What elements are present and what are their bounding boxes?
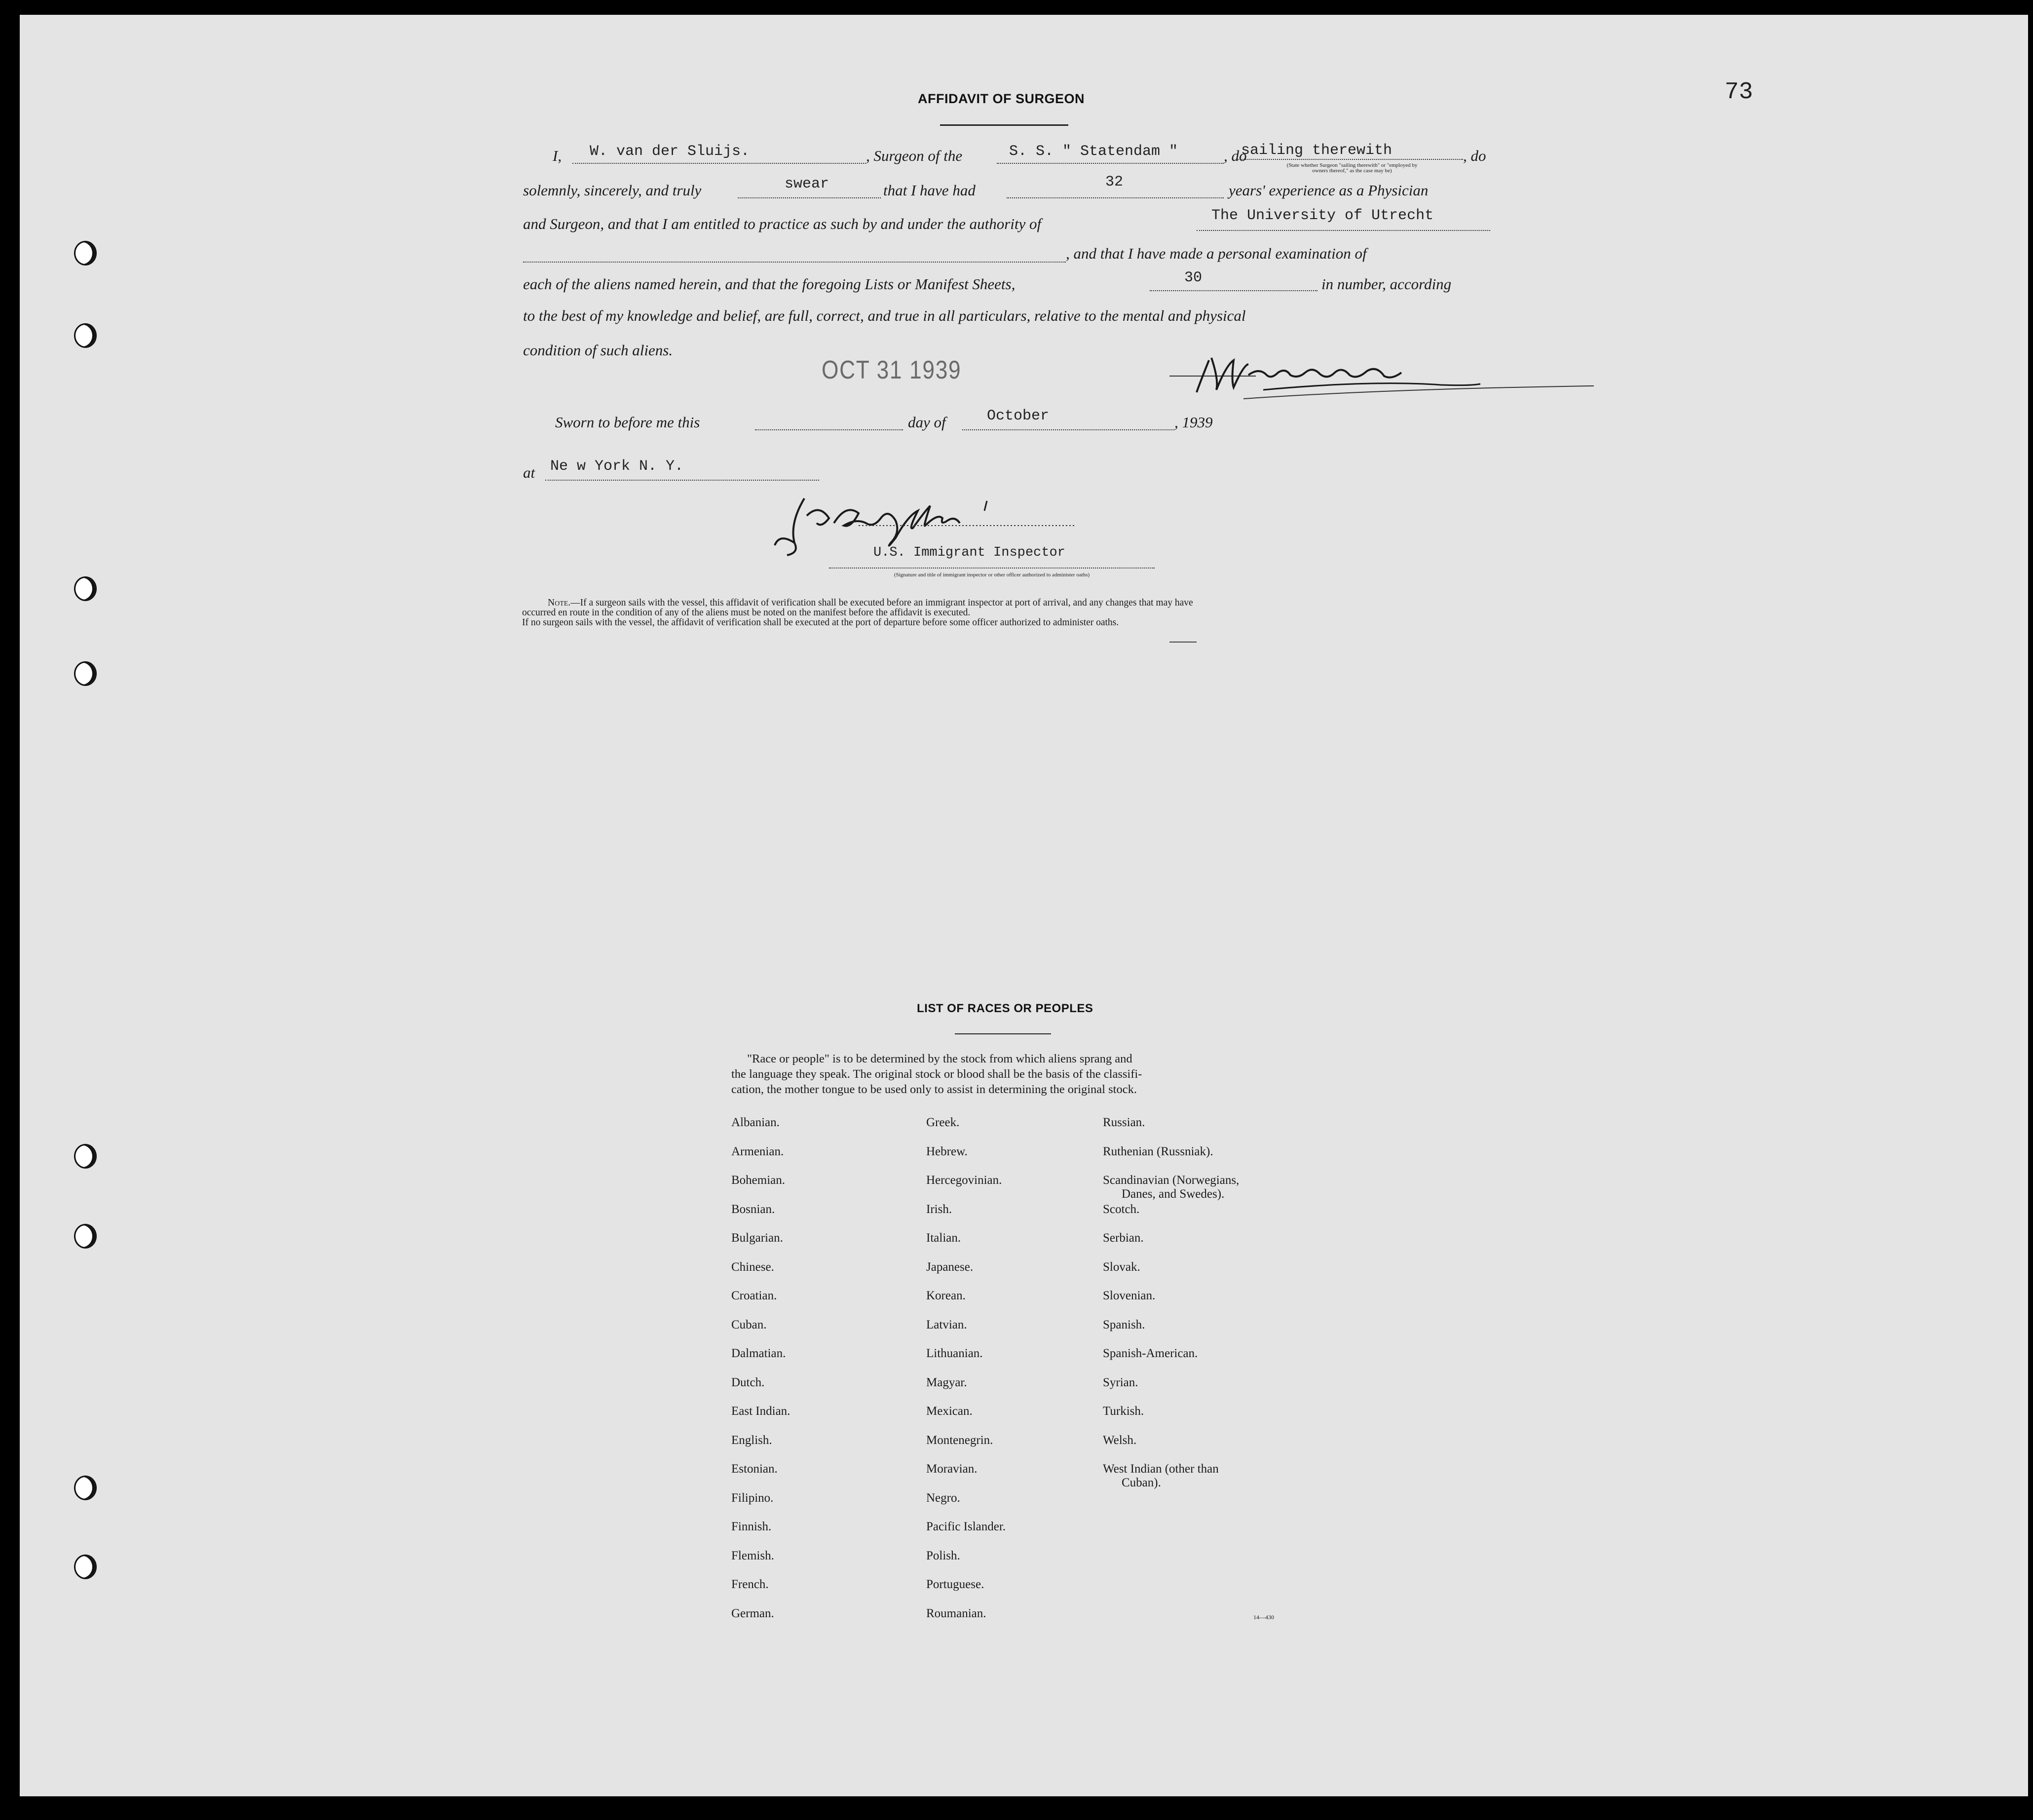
capacity-field: sailing therewith	[1241, 142, 1393, 159]
fill-line	[545, 480, 819, 481]
fill-line	[755, 429, 903, 430]
race-item: Irish.	[926, 1202, 952, 1216]
date-stamp: OCT 31 1939	[822, 356, 962, 384]
binder-hole	[74, 1224, 97, 1249]
race-item: Scotch.	[1103, 1202, 1140, 1216]
authority-field: The University of Utrecht	[1211, 207, 1434, 224]
race-item: Finnish.	[731, 1520, 772, 1533]
affidavit-text: years' experience as a Physician	[1229, 182, 1429, 199]
binder-hole	[74, 576, 97, 601]
fill-line	[1007, 197, 1224, 198]
affidavit-text: to the best of my knowledge and belief, are full, correct, and true in all particulars, relative to the mental and physical	[523, 307, 1246, 324]
page-number: 73	[1725, 79, 1753, 106]
inspector-caption: (Signature and title of immigrant inspector or other officer authorized to administer oaths)	[894, 572, 1090, 578]
race-item: Lithuanian.	[926, 1347, 983, 1360]
race-item: Hercegovinian.	[926, 1174, 1002, 1187]
document-page	[20, 15, 2028, 1796]
note-line: If no surgeon sails with the vessel, the affidavit of verification shall be executed at the port of departure before some officer authorized to administer oaths.	[522, 617, 1119, 628]
race-item: Bosnian.	[731, 1202, 775, 1216]
surgeon-name-field: W. van der Sluijs.	[590, 143, 750, 160]
race-item: Roumanian.	[926, 1606, 986, 1620]
race-item: Bohemian.	[731, 1174, 786, 1187]
race-item: West Indian (other than	[1103, 1462, 1219, 1476]
race-item: Estonian.	[731, 1462, 778, 1476]
affidavit-text: , 1939	[1174, 414, 1213, 431]
race-item: Italian.	[926, 1231, 961, 1245]
race-item: East Indian.	[731, 1404, 791, 1418]
affidavit-text: , and that I have made a personal examination of	[1066, 245, 1367, 262]
race-item: Magyar.	[926, 1375, 967, 1389]
binder-hole	[74, 1144, 97, 1169]
race-item: Armenian.	[731, 1144, 784, 1158]
race-item: English.	[731, 1433, 772, 1447]
race-item: Greek.	[926, 1116, 960, 1129]
capacity-note-line: owners thereof," as the case may be)	[1312, 168, 1392, 174]
race-item: French.	[731, 1578, 769, 1591]
surgeon-signature	[1165, 345, 1599, 410]
races-intro	[731, 1051, 1142, 1097]
race-item: Ruthenian (Russniak).	[1103, 1144, 1213, 1158]
race-item: Welsh.	[1103, 1433, 1137, 1447]
race-item: Croatian.	[731, 1289, 777, 1302]
race-item: Scandinavian (Norwegians,	[1103, 1174, 1240, 1187]
pen-mark	[1169, 642, 1197, 643]
fill-line	[1197, 230, 1490, 231]
races-title: LIST OF RACES OR PEOPLES	[917, 1002, 1093, 1015]
race-item: Filipino.	[731, 1491, 774, 1505]
race-item: Negro.	[926, 1491, 960, 1505]
race-item: Danes, and Swedes).	[1122, 1187, 1225, 1201]
affidavit-text: condition of such aliens.	[523, 341, 673, 359]
race-item: Dutch.	[731, 1375, 765, 1389]
race-item: German.	[731, 1606, 774, 1620]
fill-line	[997, 163, 1224, 164]
race-item: Mexican.	[926, 1404, 973, 1418]
inspector-title: U.S. Immigrant Inspector	[873, 545, 1065, 560]
affidavit-text: at	[523, 464, 535, 481]
race-item: Cuban).	[1122, 1476, 1161, 1489]
race-item: Portuguese.	[926, 1578, 984, 1591]
race-item: Moravian.	[926, 1462, 978, 1476]
race-item: Serbian.	[1103, 1231, 1144, 1245]
race-item: Latvian.	[926, 1318, 967, 1331]
binder-hole	[74, 241, 97, 265]
race-item: Spanish-American.	[1103, 1347, 1198, 1360]
place-field: Ne w York N. Y.	[550, 458, 684, 475]
binder-hole	[74, 661, 97, 686]
affidavit-text: solemnly, sincerely, and truly	[523, 182, 702, 199]
binder-hole	[74, 1555, 97, 1579]
capacity-note-line: (State whether Surgeon "sailing therewith" or "employed by	[1286, 162, 1418, 168]
note-line: —If a surgeon sails with the vessel, this affidavit of verification shall be executed before an immigrant inspector at port of arrival, and any changes that may have	[570, 598, 1193, 608]
affidavit-text: in number, according	[1321, 275, 1452, 293]
intro-line: "Race or people" is to be determined by the stock from which aliens sprang and	[747, 1052, 1132, 1065]
title-underline	[940, 124, 1068, 126]
affidavit-text: and Surgeon, and that I am entitled to practice as such by and under the authority of	[523, 215, 1042, 232]
fill-line	[962, 429, 1174, 430]
race-item: Slovenian.	[1103, 1289, 1156, 1302]
affidavit-text: , do	[1224, 147, 1247, 164]
fill-line	[572, 163, 866, 164]
affidavit-text: each of the aliens named herein, and that the foregoing Lists or Manifest Sheets,	[523, 275, 1016, 293]
race-item: Polish.	[926, 1549, 960, 1562]
race-item: Korean.	[926, 1289, 966, 1302]
form-number: 14—430	[1253, 1614, 1274, 1621]
capacity-note	[1229, 163, 1475, 174]
vessel-name-field: S. S. " Statendam "	[1009, 143, 1178, 160]
fill-line	[1236, 159, 1463, 160]
race-item: Dalmatian.	[731, 1347, 786, 1360]
affidavit-title: AFFIDAVIT OF SURGEON	[918, 91, 1085, 106]
race-item: Bulgarian.	[731, 1231, 783, 1245]
affidavit-text: that I have had	[883, 182, 976, 199]
note-line: occurred en route in the condition of any of the aliens must be noted on the manifest before the affidavit is executed.	[522, 607, 971, 618]
race-item: Montenegrin.	[926, 1433, 993, 1447]
fill-line	[1150, 290, 1318, 291]
race-item: Pacific Islander.	[926, 1520, 1006, 1533]
fill-line	[523, 262, 1066, 263]
race-item: Russian.	[1103, 1116, 1145, 1129]
race-item: Albanian.	[731, 1116, 780, 1129]
race-item: Slovak.	[1103, 1260, 1140, 1274]
affidavit-text: I,	[553, 147, 562, 164]
binder-hole	[74, 1476, 97, 1500]
oath-field: swear	[785, 176, 829, 192]
affidavit-text: day of	[908, 414, 946, 431]
fill-line	[829, 568, 1155, 569]
intro-line: cation, the mother tongue to be used only to assist in determining the original stock.	[731, 1083, 1137, 1096]
race-item: Syrian.	[1103, 1375, 1138, 1389]
years-experience-field: 32	[1105, 174, 1124, 190]
race-item: Cuban.	[731, 1318, 767, 1331]
affidavit-text: , do	[1463, 147, 1486, 164]
note-label: Note.	[548, 598, 571, 608]
race-item: Spanish.	[1103, 1318, 1145, 1331]
sheets-count-field: 30	[1184, 269, 1203, 286]
intro-line: the language they speak. The original stock or blood shall be the basis of the classifi-	[731, 1067, 1142, 1081]
races-title-underline	[955, 1033, 1051, 1034]
affidavit-text: Sworn to before me this	[555, 414, 700, 431]
note-paragraph	[522, 598, 1193, 628]
fill-line	[738, 197, 881, 198]
affidavit-text: , Surgeon of the	[866, 147, 963, 164]
race-item: Turkish.	[1103, 1404, 1144, 1418]
race-item: Flemish.	[731, 1549, 774, 1562]
month-field: October	[987, 408, 1050, 424]
binder-hole	[74, 323, 97, 348]
race-item: Chinese.	[731, 1260, 774, 1274]
race-item: Japanese.	[926, 1260, 974, 1274]
race-item: Hebrew.	[926, 1144, 968, 1158]
